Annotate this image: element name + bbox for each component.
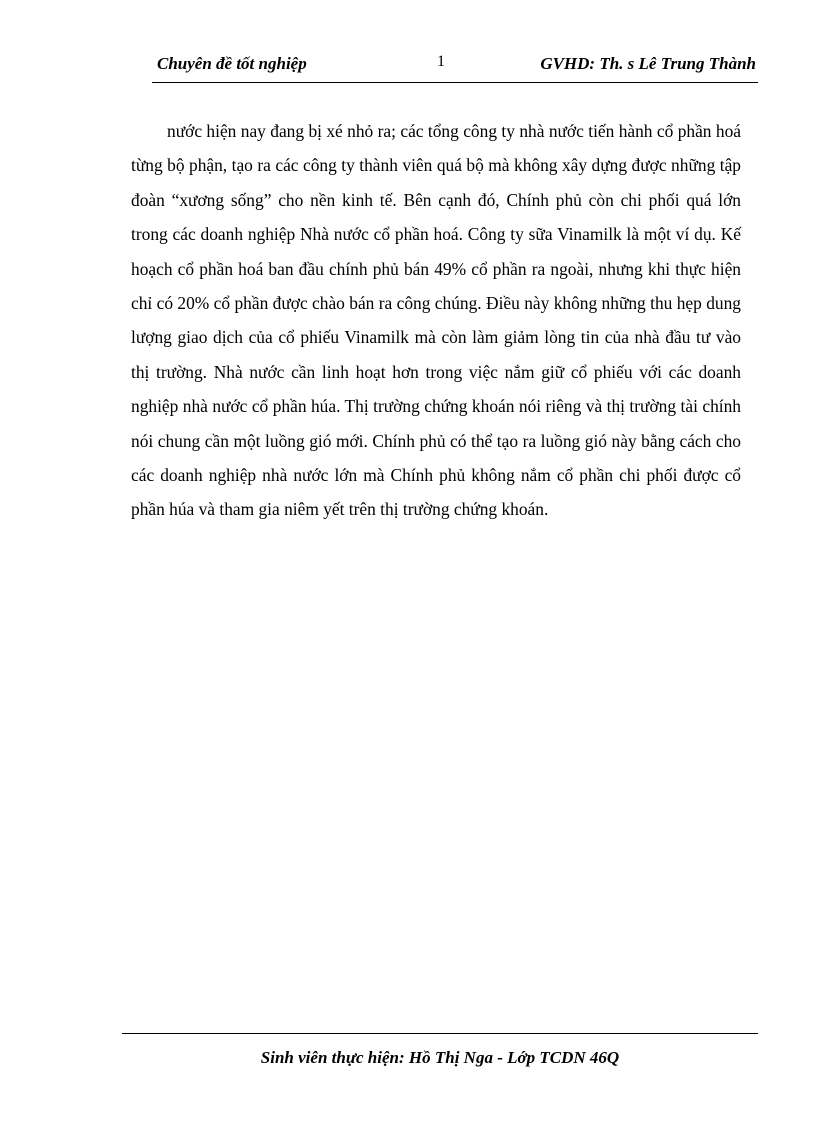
body-paragraph: nước hiện nay đang bị xé nhỏ ra; các tổng công ty nhà nước tiến hành cổ phần hoá từng bộ phận, tạo ra các công ty thành viên quá bộ mà không xây dựng được những tập đoàn “xương sống” cho nền kinh tế. Bên cạnh đó, Chính phủ còn chi phối quá lớn trong các doanh nghiệp Nhà nước cổ phần hoá. Công ty sữa Vinamilk là một ví dụ. Kế hoạch cổ phần hoá ban đầu chính phủ bán 49% cổ phần ra ngoài, nhưng khi thực hiện chỉ có 20% cổ phần được chào bán ra công chúng. Điều này không những thu hẹp dung lượng giao dịch của cổ phiếu Vinamilk mà còn làm giảm lòng tin của nhà đầu tư vào thị trường. Nhà nước cần linh hoạt hơn trong việc nắm giữ cổ phiếu với các doanh nghiệp nhà nước cổ phần húa. Thị trường chứng khoán nói riêng và thị trường tài chính nói chung cần một luồng gió mới. Chính phủ có thể tạo ra luồng gió này bằng cách cho các doanh nghiệp nhà nước lớn mà Chính phủ không nắm cổ phần chi phối được cổ phần húa và tham gia niêm yết trên thị trường chứng khoán.	[131, 121, 741, 520]
header-document-title: Chuyên đề tốt nghiệp	[157, 54, 307, 73]
header-divider	[152, 82, 758, 83]
page-number: 1	[437, 53, 445, 70]
header-supervisor: GVHD: Th. s Lê Trung Thành	[540, 54, 756, 73]
page-footer: Sinh viên thực hiện: Hồ Thị Nga - Lớp TCDN 46Q	[260, 1048, 620, 1067]
page-header	[152, 50, 758, 80]
footer-divider	[122, 1033, 758, 1034]
